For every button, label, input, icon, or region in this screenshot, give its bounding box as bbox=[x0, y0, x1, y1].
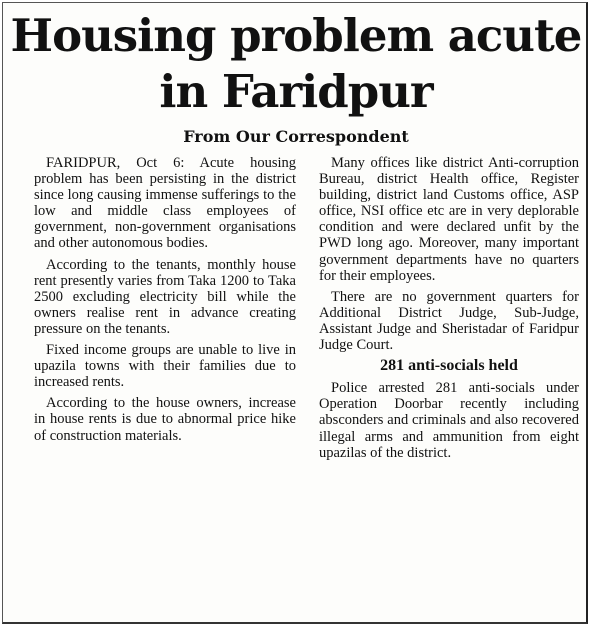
byline: From Our Correspondent bbox=[183, 127, 409, 146]
newspaper-clipping bbox=[2, 2, 588, 624]
headline-line-2: in Faridpur bbox=[159, 65, 433, 118]
paragraph: Police arrested 281 anti-socials under Operation Doorbar recently including absconders and criminals and also recovered illegal arms and ammunition from eight upazilas of the district. bbox=[319, 380, 579, 461]
paragraph: Many offices like district Anti-corruption Bureau, district Health office, Register building, district land Customs office, ASP office, NSI office etc are in very deplorable condition and were declared unfit by the PWD long ago. Moreover, many important government departments have no quarters for their employees. bbox=[319, 155, 579, 284]
paragraph: There are no government quarters for Additional District Judge, Sub-Judge, Assistant Judge and Sheristadar of Faridpur Judge Court. bbox=[319, 288, 579, 354]
paragraph: Fixed income groups are unable to live in upazila towns with their families due to increased rents. bbox=[34, 342, 296, 391]
headline-line-1: Housing problem acute bbox=[10, 9, 582, 62]
paragraph: According to the house owners, increase in house rents is due to abnormal price hike of construction materials. bbox=[34, 395, 296, 444]
left-column bbox=[34, 155, 296, 449]
subheading: 281 anti-socials held bbox=[380, 357, 518, 375]
paragraph: According to the tenants, monthly house rent presently varies from Taka 1200 to Taka 2500 excluding electricity bill while the owners realise rent in advance creating pressure on the tenants. bbox=[34, 256, 296, 337]
paragraph: FARIDPUR, Oct 6: Acute housing problem has been persisting in the district since long causing immense sufferings to the low and middle class employees of government, non-government organisations and other autonomous bodies. bbox=[34, 155, 296, 252]
right-column bbox=[319, 155, 579, 466]
